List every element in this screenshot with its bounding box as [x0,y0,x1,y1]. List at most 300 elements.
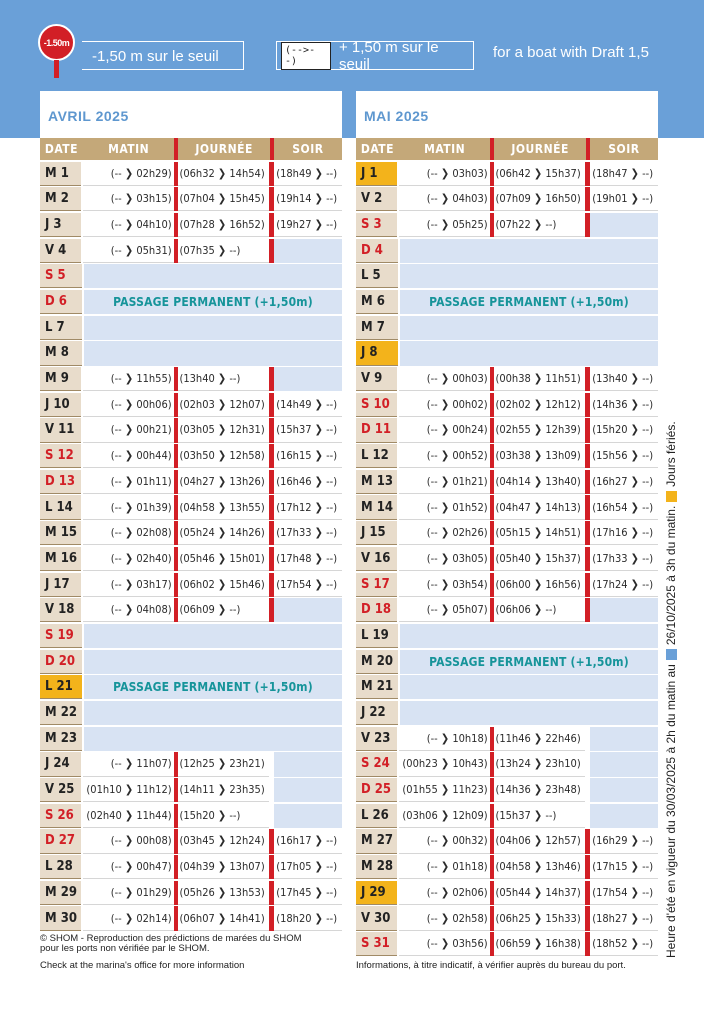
matin-cell: (-- ❯ 02h14) [83,906,174,930]
soir-cell: (17h33 ❯ --) [274,521,342,545]
summer-time-text-1: Heure d'été en vigueur du 30/03/2025 à 2h du matin au [664,664,678,958]
soir-cell: (17h33 ❯ --) [590,547,658,571]
table-row [356,778,658,802]
passage-band [84,675,342,699]
journee-cell: (03h50 ❯ 12h58) [178,444,269,468]
date-cell: J 22 [356,701,398,725]
date-cell: S 17 [356,573,397,597]
date-cell: J 3 [40,213,81,237]
matin-cell: (01h10 ❯ 11h12) [83,778,174,802]
journee-cell: (07h09 ❯ 16h50) [494,187,585,211]
table-row [356,264,658,288]
matin-cell: (-- ❯ 01h29) [83,881,174,905]
copyright-line-1: © SHOM - Reproduction des prédictions de marées du SHOM [40,933,302,944]
date-cell: M 22 [40,701,82,725]
journee-cell: (06h07 ❯ 14h41) [178,906,269,930]
depth-sign-icon [38,24,75,61]
soir-cell: (18h52 ❯ --) [590,932,658,956]
table-row [356,418,658,442]
soir-cell: (17h24 ❯ --) [590,573,658,597]
date-cell: J 8 [356,341,398,365]
date-cell: S 12 [40,444,81,468]
journee-cell: (04h39 ❯ 13h07) [178,855,269,879]
matin-cell: (-- ❯ 03h03) [399,162,490,186]
soir-cell [590,213,658,237]
date-cell: M 6 [356,290,398,314]
date-cell: J 24 [40,752,81,776]
date-cell: D 20 [40,650,82,674]
journee-cell: (04h06 ❯ 12h57) [494,829,585,853]
table-row [356,598,658,622]
legend-symbol: (-->--) [281,42,331,70]
table-row [356,393,658,417]
table-row [40,239,342,263]
table-row [40,521,342,545]
table-header [40,138,342,160]
soir-cell [590,804,658,828]
journee-cell: (03h45 ❯ 12h24) [178,829,269,853]
matin-cell: (-- ❯ 03h56) [399,932,490,956]
blue-square-icon [666,649,677,660]
date-cell: M 21 [356,675,398,699]
matin-cell: (-- ❯ 00h32) [399,829,490,853]
journee-cell: (15h37 ❯ --) [494,804,585,828]
table-row [40,906,342,930]
table-row [356,547,658,571]
soir-cell [274,367,342,391]
table-row [40,470,342,494]
soir-cell: (16h29 ❯ --) [590,829,658,853]
passage-band [400,675,658,699]
matin-cell: (-- ❯ 05h31) [83,239,174,263]
date-cell: M 14 [356,495,397,519]
table-row [356,906,658,930]
date-cell: L 19 [356,624,398,648]
soir-cell: (18h20 ❯ --) [274,906,342,930]
matin-cell: (-- ❯ 03h15) [83,187,174,211]
table-row [40,752,342,776]
journee-cell: (04h14 ❯ 13h40) [494,470,585,494]
table-row [356,752,658,776]
date-cell: M 8 [40,341,82,365]
matin-cell: (-- ❯ 04h03) [399,187,490,211]
header-soir: SOIR [590,138,658,160]
passage-band [84,727,342,751]
soir-cell [590,598,658,622]
copyright-line-2: pour les ports non vérifiée par le SHOM. [40,943,210,954]
date-cell: S 10 [356,393,397,417]
soir-cell: (15h56 ❯ --) [590,444,658,468]
soir-cell: (16h46 ❯ --) [274,470,342,494]
date-cell: V 4 [40,239,81,263]
passage-band [84,264,342,288]
summer-time-note [664,328,678,958]
table-row [356,213,658,237]
date-cell: J 10 [40,393,81,417]
date-cell: S 3 [356,213,397,237]
journee-cell: (06h32 ❯ 14h54) [178,162,269,186]
table-row [40,778,342,802]
header-date: DATE [40,138,83,160]
passage-band [400,239,658,263]
matin-cell: (-- ❯ 02h08) [83,521,174,545]
table-row [356,881,658,905]
table-row [356,367,658,391]
table-row [40,367,342,391]
table-row [356,855,658,879]
matin-cell: (02h40 ❯ 11h44) [83,804,174,828]
matin-cell: (-- ❯ 02h26) [399,521,490,545]
date-cell: L 7 [40,316,82,340]
matin-cell: (-- ❯ 02h40) [83,547,174,571]
table-row [356,239,658,263]
soir-cell: (17h48 ❯ --) [274,547,342,571]
soir-cell [274,239,342,263]
matin-cell: (03h06 ❯ 12h09) [399,804,490,828]
date-cell: L 28 [40,855,81,879]
table-row [40,393,342,417]
journee-cell: (03h38 ❯ 13h09) [494,444,585,468]
date-cell: S 5 [40,264,82,288]
journee-cell: (02h02 ❯ 12h12) [494,393,585,417]
journee-cell: (05h26 ❯ 13h53) [178,881,269,905]
journee-cell: (06h06 ❯ --) [494,598,585,622]
matin-cell: (-- ❯ 01h18) [399,855,490,879]
table-row [40,444,342,468]
matin-cell: (-- ❯ 05h07) [399,598,490,622]
header-journee: JOURNÉE [178,138,270,160]
date-cell: V 2 [356,187,397,211]
soir-cell: (17h54 ❯ --) [590,881,658,905]
matin-cell: (-- ❯ 00h08) [83,829,174,853]
date-cell: M 2 [40,187,81,211]
soir-cell [274,598,342,622]
date-cell: M 13 [356,470,397,494]
soir-cell [274,752,342,776]
date-cell: V 25 [40,778,81,802]
table-row [356,316,658,340]
soir-cell: (17h16 ❯ --) [590,521,658,545]
journee-cell: (05h15 ❯ 14h51) [494,521,585,545]
table-row [40,675,342,699]
date-cell: M 29 [40,881,81,905]
journee-cell: (03h05 ❯ 12h31) [178,418,269,442]
date-cell: M 30 [40,906,81,930]
month-title: AVRIL 2025 [40,91,342,138]
date-cell: M 7 [356,316,398,340]
header-date: DATE [356,138,399,160]
passage-band [400,264,658,288]
sign-label: -1.50m [43,37,70,48]
legend-draft-note: for a boat with Draft 1,5 [493,44,649,61]
month-table-april [40,91,342,931]
date-cell: M 28 [356,855,397,879]
matin-cell: (-- ❯ 00h06) [83,393,174,417]
soir-cell: (16h17 ❯ --) [274,829,342,853]
journee-cell: (02h55 ❯ 12h39) [494,418,585,442]
matin-cell: (-- ❯ 05h25) [399,213,490,237]
date-cell: V 18 [40,598,81,622]
matin-cell: (-- ❯ 00h52) [399,444,490,468]
matin-cell: (-- ❯ 00h21) [83,418,174,442]
soir-cell [590,752,658,776]
table-row [40,264,342,288]
date-cell: S 26 [40,804,81,828]
table-row [40,881,342,905]
table-row [356,650,658,674]
soir-cell: (19h01 ❯ --) [590,187,658,211]
passage-label: PASSAGE PERMANENT (+1,50m) [429,295,629,310]
journee-cell: (05h46 ❯ 15h01) [178,547,269,571]
soir-cell: (14h49 ❯ --) [274,393,342,417]
matin-cell: (-- ❯ 04h08) [83,598,174,622]
table-row [40,495,342,519]
matin-cell: (-- ❯ 11h55) [83,367,174,391]
soir-cell: (14h36 ❯ --) [590,393,658,417]
passage-band [84,701,342,725]
journee-cell: (07h28 ❯ 16h52) [178,213,269,237]
soir-cell: (19h27 ❯ --) [274,213,342,237]
table-row [356,624,658,648]
journee-cell: (07h04 ❯ 15h45) [178,187,269,211]
passage-band [400,650,658,674]
soir-cell [274,778,342,802]
date-cell: L 21 [40,675,82,699]
date-cell: L 5 [356,264,398,288]
soir-cell [590,727,658,751]
holiday-square-icon [666,491,677,502]
journee-cell: (06h09 ❯ --) [178,598,269,622]
table-row [356,290,658,314]
table-row [40,598,342,622]
table-row [40,727,342,751]
table-rows [40,162,342,931]
table-header [356,138,658,160]
soir-cell: (19h14 ❯ --) [274,187,342,211]
passage-band [400,341,658,365]
soir-cell: (16h27 ❯ --) [590,470,658,494]
journee-cell: (07h35 ❯ --) [178,239,269,263]
matin-cell: (-- ❯ 00h47) [83,855,174,879]
table-row [356,162,658,186]
table-row [356,829,658,853]
date-cell: S 31 [356,932,397,956]
matin-cell: (-- ❯ 03h05) [399,547,490,571]
matin-cell: (-- ❯ 01h21) [399,470,490,494]
table-row [356,495,658,519]
date-cell: D 4 [356,239,398,263]
journee-cell: (02h03 ❯ 12h07) [178,393,269,417]
journee-cell: (04h27 ❯ 13h26) [178,470,269,494]
matin-cell: (00h23 ❯ 10h43) [399,752,490,776]
date-cell: L 12 [356,444,397,468]
date-cell: M 9 [40,367,81,391]
table-row [356,932,658,956]
passage-band [84,624,342,648]
summer-time-text-2: 26/10/2025 à 3h du matin. [664,505,678,646]
passage-band [400,701,658,725]
table-row [356,804,658,828]
passage-band [84,290,342,314]
date-cell: J 29 [356,881,397,905]
date-cell: J 1 [356,162,397,186]
passage-label: PASSAGE PERMANENT (+1,50m) [113,295,313,310]
journee-cell: (06h25 ❯ 15h33) [494,906,585,930]
matin-cell: (-- ❯ 02h06) [399,881,490,905]
soir-cell: (17h15 ❯ --) [590,855,658,879]
legend-above-threshold [276,38,474,73]
table-row [356,675,658,699]
table-row [356,341,658,365]
date-cell: M 23 [40,727,82,751]
date-cell: V 30 [356,906,397,930]
check-note: Check at the marina's office for more information [40,960,245,971]
header-soir: SOIR [274,138,342,160]
passage-band [400,624,658,648]
table-row [356,701,658,725]
legend-above-text: + 1,50 m sur le seuil [338,38,439,73]
date-cell: V 16 [356,547,397,571]
date-cell: J 17 [40,573,81,597]
table-row [40,547,342,571]
table-rows [356,162,658,957]
holiday-label: Jours fériés. [664,421,678,487]
soir-cell [274,804,342,828]
date-cell: M 20 [356,650,398,674]
soir-cell: (18h49 ❯ --) [274,162,342,186]
passage-label: PASSAGE PERMANENT (+1,50m) [113,680,313,695]
date-cell: V 11 [40,418,81,442]
date-cell: D 27 [40,829,81,853]
date-cell: S 24 [356,752,397,776]
soir-cell: (16h54 ❯ --) [590,495,658,519]
table-row [356,521,658,545]
journee-cell: (07h22 ❯ --) [494,213,585,237]
table-row [40,701,342,725]
passage-band [84,341,342,365]
journee-cell: (05h44 ❯ 14h37) [494,881,585,905]
table-row [40,290,342,314]
table-row [40,573,342,597]
journee-cell: (05h40 ❯ 15h37) [494,547,585,571]
date-cell: V 23 [356,727,397,751]
date-cell: M 15 [40,521,81,545]
table-row [40,804,342,828]
date-cell: D 18 [356,598,397,622]
matin-cell: (-- ❯ 00h03) [399,367,490,391]
matin-cell: (01h55 ❯ 11h23) [399,778,490,802]
header-matin: MATIN [399,138,491,160]
matin-cell: (-- ❯ 00h02) [399,393,490,417]
soir-cell: (18h27 ❯ --) [590,906,658,930]
info-note: Informations, à titre indicatif, à vérifier auprès du bureau du port. [356,960,626,971]
date-cell: V 9 [356,367,397,391]
date-cell: D 6 [40,290,82,314]
date-cell: D 13 [40,470,81,494]
matin-cell: (-- ❯ 00h24) [399,418,490,442]
soir-cell [590,778,658,802]
matin-cell: (-- ❯ 03h17) [83,573,174,597]
table-row [356,573,658,597]
journee-cell: (06h42 ❯ 15h37) [494,162,585,186]
table-row [40,316,342,340]
month-title: MAI 2025 [356,91,658,138]
passage-band [84,316,342,340]
passage-band [400,316,658,340]
table-row [40,187,342,211]
matin-cell: (-- ❯ 01h39) [83,495,174,519]
soir-cell: (17h54 ❯ --) [274,573,342,597]
matin-cell: (-- ❯ 02h58) [399,906,490,930]
matin-cell: (-- ❯ 03h54) [399,573,490,597]
journee-cell: (04h58 ❯ 13h46) [494,855,585,879]
date-cell: D 25 [356,778,397,802]
matin-cell: (-- ❯ 04h10) [83,213,174,237]
passage-label: PASSAGE PERMANENT (+1,50m) [429,654,629,669]
journee-cell: (15h20 ❯ --) [178,804,269,828]
passage-band [84,650,342,674]
soir-cell: (13h40 ❯ --) [590,367,658,391]
journee-cell: (14h11 ❯ 23h35) [178,778,269,802]
journee-cell: (06h02 ❯ 15h46) [178,573,269,597]
soir-cell: (17h05 ❯ --) [274,855,342,879]
table-row [40,418,342,442]
legend-below-threshold: -1,50 m sur le seuil [82,41,244,70]
matin-cell: (-- ❯ 01h11) [83,470,174,494]
table-row [40,855,342,879]
date-cell: M 1 [40,162,81,186]
matin-cell: (-- ❯ 11h07) [83,752,174,776]
soir-cell: (15h37 ❯ --) [274,418,342,442]
sign-post [54,60,59,78]
date-cell: J 15 [356,521,397,545]
passage-band [400,290,658,314]
matin-cell: (-- ❯ 10h18) [399,727,490,751]
table-row [356,187,658,211]
journee-cell: (04h58 ❯ 13h55) [178,495,269,519]
table-row [40,650,342,674]
journee-cell: (00h38 ❯ 11h51) [494,367,585,391]
date-cell: L 14 [40,495,81,519]
journee-cell: (13h24 ❯ 23h10) [494,752,585,776]
header-matin: MATIN [83,138,175,160]
month-table-may [356,91,658,956]
matin-cell: (-- ❯ 02h29) [83,162,174,186]
journee-cell: (11h46 ❯ 22h46) [494,727,585,751]
table-row [40,213,342,237]
matin-cell: (-- ❯ 00h44) [83,444,174,468]
copyright-note [40,934,302,954]
date-cell: S 19 [40,624,82,648]
table-row [356,727,658,751]
soir-cell: (15h20 ❯ --) [590,418,658,442]
soir-cell: (18h47 ❯ --) [590,162,658,186]
date-cell: M 27 [356,829,397,853]
journee-cell: (06h59 ❯ 16h38) [494,932,585,956]
header-journee: JOURNÉE [494,138,586,160]
soir-cell: (17h12 ❯ --) [274,495,342,519]
date-cell: M 16 [40,547,81,571]
table-row [40,341,342,365]
journee-cell: (05h24 ❯ 14h26) [178,521,269,545]
journee-cell: (04h47 ❯ 14h13) [494,495,585,519]
table-row [356,444,658,468]
table-row [40,624,342,648]
journee-cell: (14h36 ❯ 23h48) [494,778,585,802]
date-cell: L 26 [356,804,397,828]
table-row [40,162,342,186]
soir-cell: (17h45 ❯ --) [274,881,342,905]
